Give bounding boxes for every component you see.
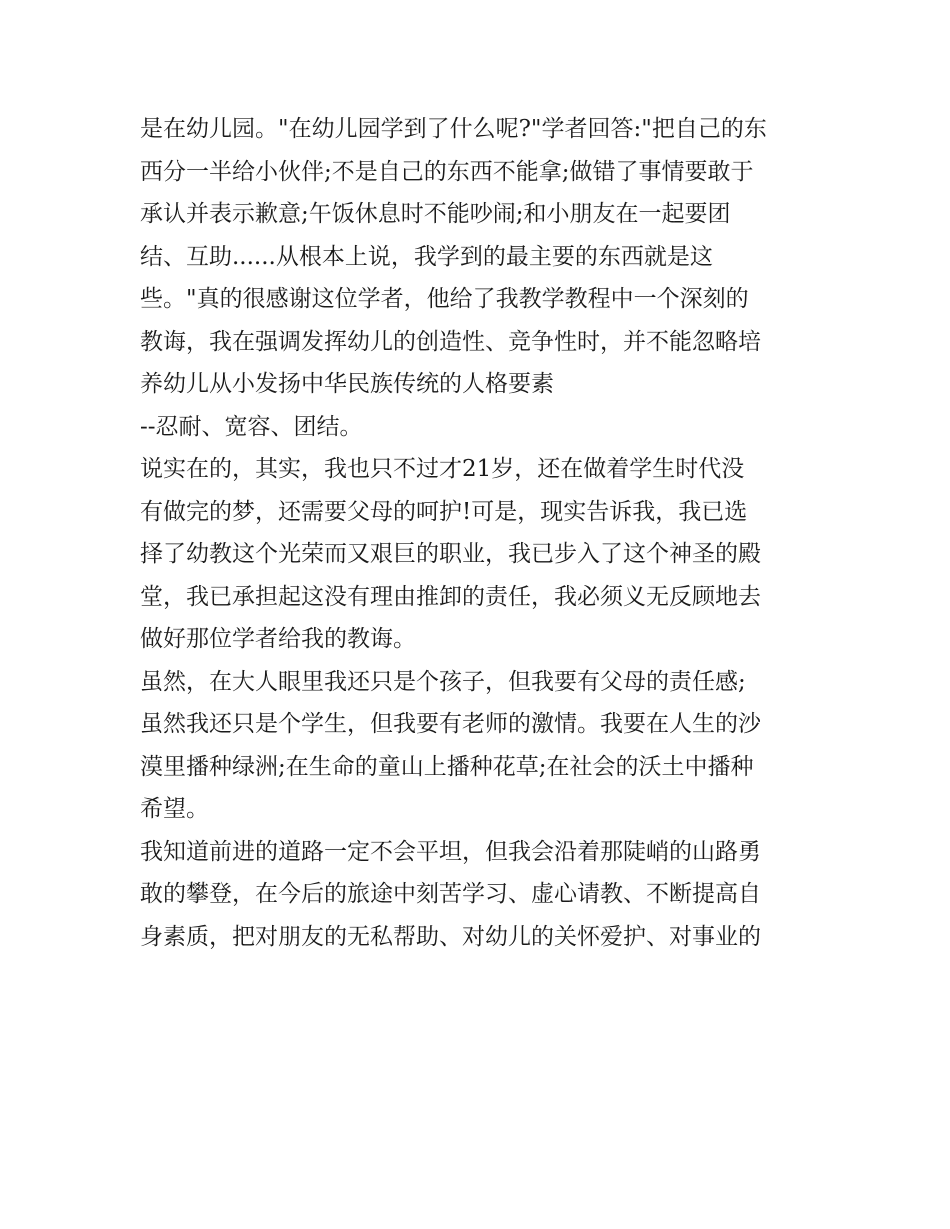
text-line: 我知道前进的道路一定不会平坦，但我会沿着那陡峭的山路勇 <box>140 838 761 865</box>
text-line: 是在幼儿园。"在幼儿园学到了什么呢?"学者回答:"把自己的东 <box>140 116 767 142</box>
text-line: 些。"真的很感谢这位学者，他给了我教学教程中一个深刻的 <box>140 286 749 312</box>
text-line: 结、互助......从根本上说，我学到的最主要的东西就是这 <box>140 243 713 270</box>
text-line: 敢的攀登，在今后的旅途中刻苦学习、虚心请教、不断提高自 <box>140 881 761 907</box>
text-line: 教诲，我在强调发挥幼儿的创造性、竞争性时，并不能忽略培 <box>140 328 761 355</box>
text-line: 有做完的梦，还需要父母的呵护!可是，现实告诉我，我已选 <box>140 498 748 525</box>
text-line: 身素质，把对朋友的无私帮助、对幼儿的关怀爱护、对事业的 <box>140 923 761 950</box>
text-line: 养幼儿从小发扬中华民族传统的人格要素 <box>140 371 554 397</box>
text-line: --忍耐、宽容、团结。 <box>140 413 363 440</box>
text-line: 做好那位学者给我的教诲。 <box>140 626 416 652</box>
text-line: 说实在的，其实，我也只不过才21岁，还在做着学生时代没 <box>140 456 745 482</box>
text-line: 西分一半给小伙伴;不是自己的东西不能拿;做错了事情要敢于 <box>140 158 754 185</box>
text-line: 承认并表示歉意;午饭休息时不能吵闹;和小朋友在一起要团 <box>140 201 731 227</box>
text-line: 虽然我还只是个学生，但我要有老师的激情。我要在人生的沙 <box>140 711 761 737</box>
text-line: 漠里播种绿洲;在生命的童山上播种花草;在社会的沃土中播种 <box>140 753 754 780</box>
text-line: 堂，我已承担起这没有理由推卸的责任，我必须义无反顾地去 <box>140 583 761 610</box>
text-line: 择了幼教这个光荣而又艰巨的职业，我已步入了这个神圣的殿 <box>140 541 761 567</box>
text-line: 希望。 <box>140 796 209 822</box>
body-text <box>140 108 820 958</box>
text-line: 虽然，在大人眼里我还只是个孩子，但我要有父母的责任感; <box>140 668 746 695</box>
